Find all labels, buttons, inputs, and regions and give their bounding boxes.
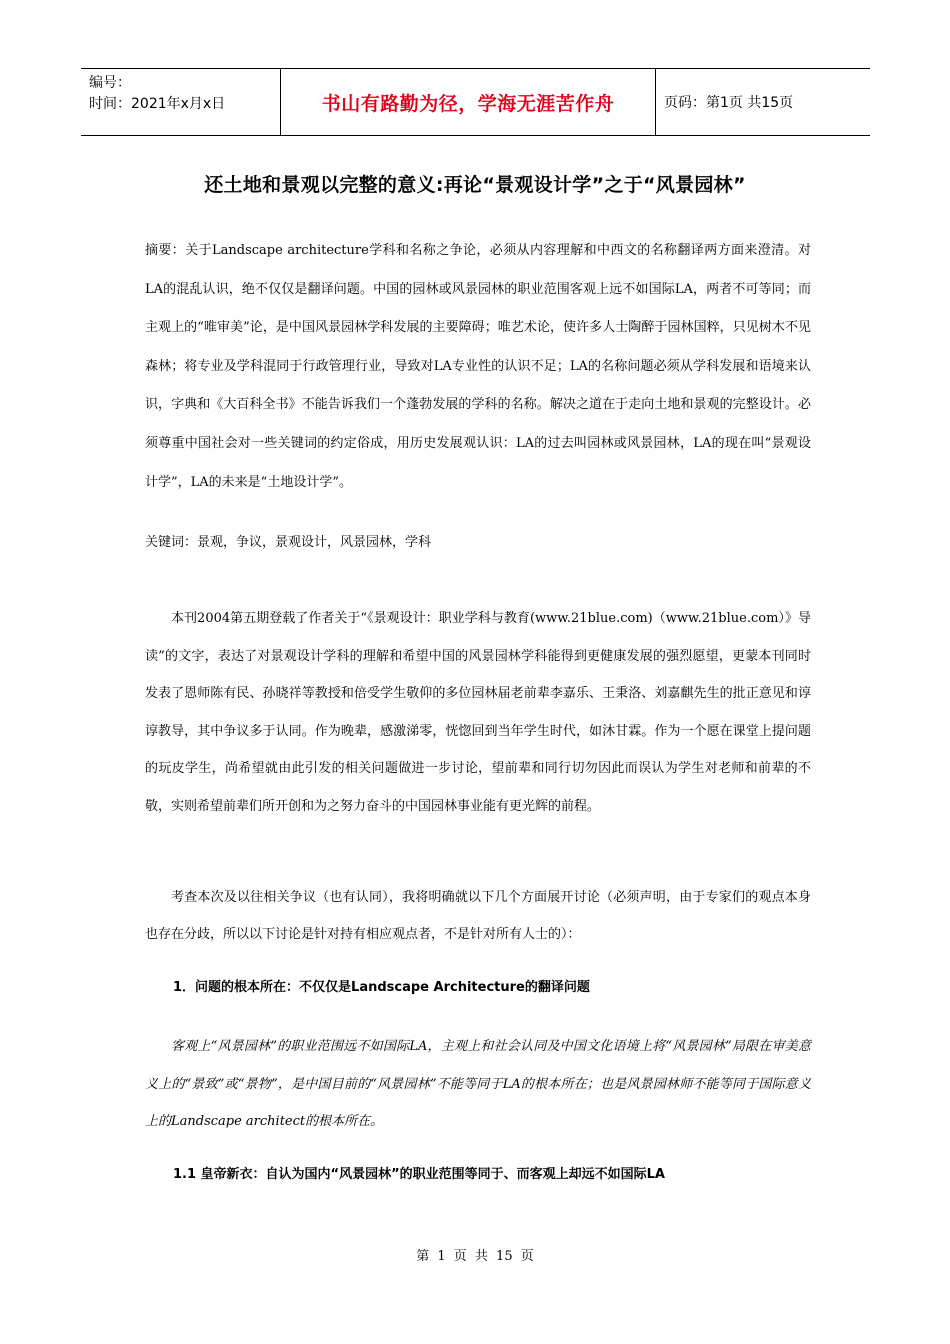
section-1-1-heading: 1.1 皇帝新衣：自认为国内“风景园林”的职业范围等同于、而客观上却远不如国际LA	[173, 1167, 665, 1182]
body-paragraph-1: 本刊2004第五期登载了作者关于“《景观设计：职业学科与教育(www.21blue.com)（www.21blue.com）》导读”的文字，表达了对景观设计学科的理解和希望中国的风景园林学科能得到更健康发展的强烈愿望，更蒙本刊同时发表了恩师陈有民、孙晓祥等教授和倍受学生敬仰的多位园林届老前辈李嘉乐、王秉洛、刘嘉麒先生的批正意见和谆谆教导，其中争议多于认同。作为晚辈，感激涕零，恍惚回到当年学生时代，如沐甘霖。作为一个愿在课堂上提问题的玩皮学生，尚希望就由此引发的相关问题做进一步讨论，望前辈和同行切勿因此而误认为学生对老师和前辈的不敬，实则希望前辈们所开创和为之努力奋斗的中国园林事业能有更光辉的前程。	[145, 611, 811, 814]
keywords: 关键词：景观，争议，景观设计，风景园林，学科	[145, 535, 432, 550]
page-footer: 第 1 页 共 15 页	[416, 1249, 534, 1264]
body-paragraph-2: 考查本次及以往相关争议（也有认同），我将明确就以下几个方面展开讨论（必须声明，由于专家们的观点本身也存在分歧，所以以下讨论是针对持有相应观点者，不是针对所有人士的）：	[145, 890, 811, 942]
header-page-info: 页码：第1页 共15页	[664, 95, 794, 111]
article-title: 还土地和景观以完整的意义:再论“景观设计学”之于“风景园林”	[204, 174, 746, 196]
header-meta	[81, 69, 281, 135]
section-1-text: 客观上“风景园林”的职业范围远不如国际LA，主观上和社会认同及中国文化语境上将“风景园林”局限在审美意义上的“景致”或“景物”，是中国目前的“风景园林”不能等同于LA的根本所在；也是风景园林师不能等同于国际意义上的Landscape architect的根本所在。	[145, 1039, 811, 1129]
header-motto: 书山有路勤为径，学海无涯苦作舟	[281, 69, 656, 135]
document-date: 时间：2021年x月x日	[89, 96, 226, 112]
document-number-label: 编号：	[89, 75, 131, 91]
abstract: 摘要：关于Landscape architecture学科和名称之争论，必须从内容理解和中西文的名称翻译两方面来澄清。对LA的混乱认识，绝不仅仅是翻译问题。中国的园林或风景园林的职业范围客观上远不如国际LA，两者不可等同；而主观上的“唯审美”论，是中国风景园林学科发展的主要障碍；唯艺术论，使许多人士陶醉于园林国粹，只见树木不见森林；将专业及学科混同于行政管理行业，导致对LA专业性的认识不足；LA的名称问题必须从学科发展和语境来认识，字典和《大百科全书》不能告诉我们一个蓬勃发展的学科的名称。解决之道在于走向土地和景观的完整设计。必须尊重中国社会对一些关键词的约定俗成，用历史发展观认识：LA的过去叫园林或风景园林，LA的现在叫“景观设计学”，LA的未来是“土地设计学”。	[145, 243, 811, 490]
section-1-heading: 1．问题的根本所在：不仅仅是Landscape Architecture的翻译问题	[173, 980, 590, 995]
page-header	[81, 68, 870, 136]
